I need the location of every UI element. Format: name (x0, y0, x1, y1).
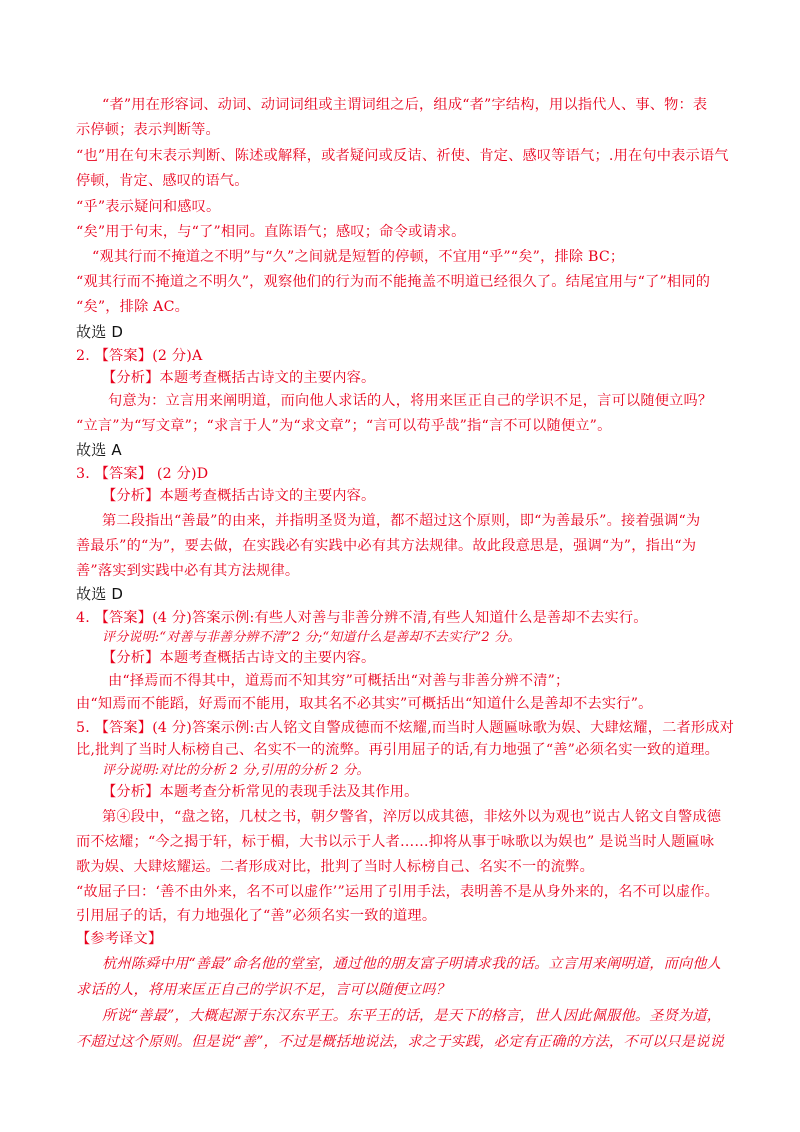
answer-heading: 5. 【答案】(4 分)答案示例:古人铭文自警成德而不炫耀,而当时人题匾咏歌为娱、大肆炫耀，二者形成对 (76, 720, 735, 736)
text-line: 由“择焉而不得其中，道焉而不知其穷”可概括出“对善与非善分辨不清”； (108, 673, 570, 689)
text-line: 比,批判了当时人标榜自己、名实不一的流弊。再引用屈子的话,有力地强了“善”必须名实一致的道理。 (76, 742, 719, 758)
answer-heading: 4. 【答案】(4 分)答案示例:有些人对善与非善分辨不清,有些人知道什么是善却不去实行。 (76, 610, 648, 626)
translation-line: 杭州陈舜中用“善最”命名他的堂室，通过他的朋友富子明请求我的话。立言用来阐明道，而向他人 (102, 956, 722, 972)
text-line: 而不炫耀；“今之揭于轩，标于楣，大书以示于人者……抑将从事于咏歌以为娱也” 是说当时人题匾咏 (76, 834, 715, 850)
text-line: 善最乐”的“为”，要去做，在实践必有实践中必有其方法规律。故此段意思是，强调“为”，指出“为 (76, 538, 697, 554)
scoring-note: 评分说明:“对善与非善分辨不清”2 分;“知道什么是善却不去实行”2 分。 (102, 630, 521, 645)
text-line: 由“知焉而不能蹈，好焉而不能用，取其名不必其实”可概括出“知道什么是善却不去实行”。 (76, 696, 653, 712)
text-line: 句意为：立言用来阐明道，而向他人求话的人，将用来匡正自己的学识不足，言可以随便立吗？ (108, 393, 713, 409)
text-line: “也”用在句末表示判断、陈述或解释，或者疑问或反诘、祈使、肯定、感叹等语气；.用在句中表示语气 (76, 148, 729, 164)
text-line: “矣”，排除 AC。 (76, 299, 190, 315)
text-line: 示停顿；表示判断等。 (76, 122, 220, 138)
translation-line: 所说“善最”，大概起源于东汉东平王。东平王的话，是天下的格言，世人因此佩服他。圣贤为道， (102, 1008, 722, 1024)
answer-heading: 2. 【答案】(2 分)A (76, 348, 203, 364)
answer-conclusion: 故选 A (76, 441, 122, 459)
text-line: 引用屈子的话，有力地强化了“善”必须名实一致的道理。 (76, 908, 437, 924)
text-line: 善”落实到实践中必有其方法规律。 (76, 563, 300, 579)
text-line: “故屈子曰：‘善不由外来，名不可以虚作’”运用了引用手法，表明善不是从身外来的，名不可以虚作。 (76, 884, 719, 900)
text-line: “乎”表示疑问和感叹。 (76, 199, 221, 215)
text-line: 停顿，肯定、感叹的语气。 (76, 173, 249, 189)
translation-line: 求话的人，将用来匡正自己的学识不足，言可以随便立吗？ (76, 982, 451, 998)
text-line: “观其行而不掩道之不明久”，观察他们的行为而不能掩盖不明道已经很久了。结尾宜用与“了”相同的 (76, 274, 711, 290)
text-line: “观其行而不掩道之不明”与“久”之间就是短暂的停顿，不宜用“乎”“矣”，排除 BC； (92, 249, 625, 265)
text-line: 歌为娱、大肆炫耀运。二者形成对比，批判了当时人标榜自己、名实不一的流弊。 (76, 859, 594, 875)
scoring-note: 评分说明:对比的分析 2 分,引用的分析 2 分。 (102, 763, 370, 778)
analysis-line: 【分析】本题考查概括古诗文的主要内容。 (102, 650, 376, 666)
text-line: 第④段中，“盘之铭，几杖之书，朝夕警省，淬厉以成其德，非炫外以为观也”说古人铭文自警成德 (102, 809, 722, 825)
text-line: “者”用在形容词、动词、动词词组或主谓词组之后，组成“者”字结构，用以指代人、事、物：表 (102, 97, 708, 113)
answer-heading: 3. 【答案】 (2 分)D (76, 466, 209, 482)
translation-line: 不超过这个原则。但是说“善”，不过是概括地说法，求之于实践，必定有正确的方法，不可以只是说说 (76, 1034, 724, 1050)
text-line: “立言”为“写文章”；“求言于人”为“求文章”；“言可以苟乎哉”指“言不可以随便立”。 (76, 418, 612, 434)
answer-conclusion: 故选 D (76, 585, 124, 603)
text-line: 第二段指出“善最”的由来，并指明圣贤为道，都不超过这个原则，即“为善最乐”。接着强调“为 (102, 513, 701, 529)
text-line: “矣”用于句末，与“了”相同。直陈语气；感叹；命令或请求。 (76, 224, 466, 240)
analysis-line: 【分析】本题考查概括古诗文的主要内容。 (102, 370, 376, 386)
analysis-line: 【分析】本题考查分析常见的表现手法及其作用。 (102, 784, 419, 800)
translation-heading: 【参考译文】 (76, 931, 163, 947)
analysis-line: 【分析】本题考查概括古诗文的主要内容。 (102, 488, 376, 504)
answer-conclusion: 故选 D (76, 323, 124, 341)
